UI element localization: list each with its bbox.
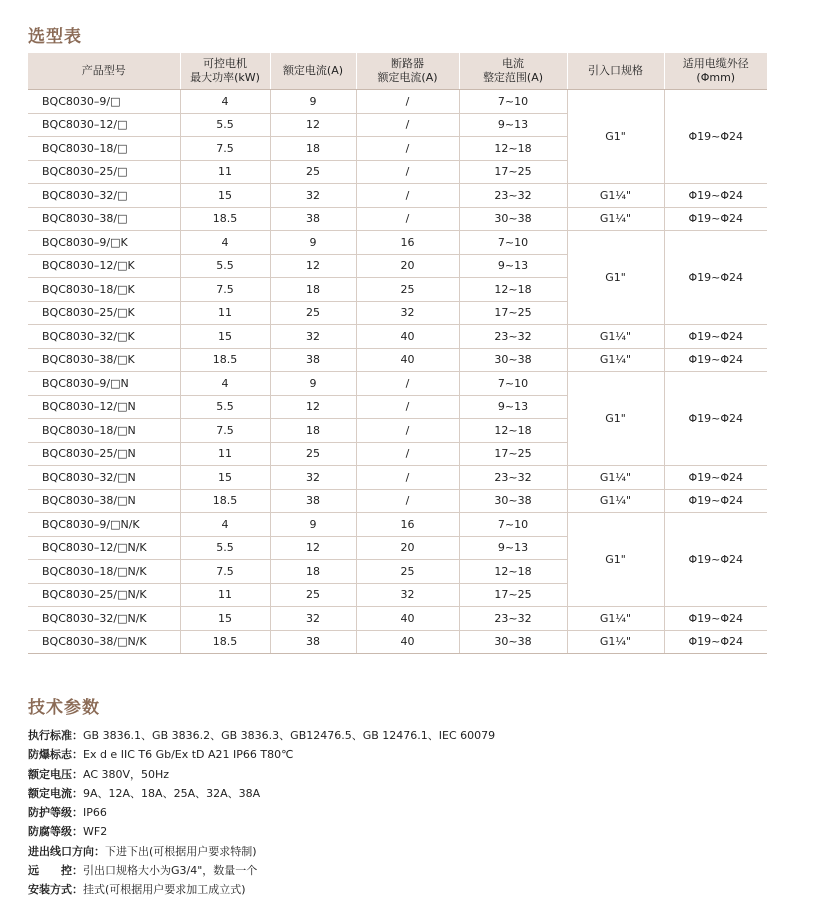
table-row [28, 348, 767, 372]
breaker-current-cell: / [356, 442, 459, 466]
power-cell: 15 [180, 325, 270, 349]
setting-range-cell: 7~10 [459, 372, 567, 396]
model-cell: BQC8030–18/□ [28, 137, 180, 161]
breaker-current-cell: 20 [356, 536, 459, 560]
selection-table-title: 选型表 [28, 27, 82, 47]
rated-current-cell: 18 [270, 419, 356, 443]
rated-current-cell: 18 [270, 278, 356, 302]
rated-current-cell: 38 [270, 207, 356, 231]
table-row [28, 231, 767, 255]
model-cell: BQC8030–9/□N/K [28, 513, 180, 537]
power-cell: 4 [180, 513, 270, 537]
power-cell: 5.5 [180, 395, 270, 419]
model-cell: BQC8030–32/□N/K [28, 607, 180, 631]
breaker-current-cell: 40 [356, 607, 459, 631]
header-breaker-current: 断路器 额定电流(A) [356, 53, 459, 90]
setting-range-cell: 17~25 [459, 583, 567, 607]
table-row [28, 466, 767, 490]
rated-current-cell: 32 [270, 607, 356, 631]
setting-range-cell: 23~32 [459, 184, 567, 208]
rated-current-cell: 9 [270, 372, 356, 396]
setting-range-cell: 17~25 [459, 301, 567, 325]
breaker-current-cell: 40 [356, 348, 459, 372]
cable-diameter-cell: Φ19~Φ24 [664, 348, 767, 372]
param-row [28, 765, 495, 784]
param-value: Ex d e IIC T6 Gb/Ex tD A21 IP66 T80℃ [83, 748, 294, 762]
param-value: AC 380V，50Hz [83, 767, 170, 781]
power-cell: 7.5 [180, 560, 270, 584]
setting-range-cell: 12~18 [459, 419, 567, 443]
inlet-spec-cell: G1" [567, 372, 664, 466]
cable-diameter-cell: Φ19~Φ24 [664, 466, 767, 490]
rated-current-cell: 38 [270, 630, 356, 654]
rated-current-cell: 9 [270, 513, 356, 537]
param-value: 引出口规格大小为G3/4"，数量一个 [83, 864, 258, 878]
model-cell: BQC8030–25/□K [28, 301, 180, 325]
rated-current-cell: 32 [270, 184, 356, 208]
setting-range-cell: 7~10 [459, 513, 567, 537]
header-model: 产品型号 [28, 53, 180, 90]
power-cell: 7.5 [180, 419, 270, 443]
model-cell: BQC8030–32/□N [28, 466, 180, 490]
power-cell: 18.5 [180, 630, 270, 654]
model-cell: BQC8030–38/□ [28, 207, 180, 231]
tech-params-title: 技术参数 [28, 698, 100, 718]
breaker-current-cell: / [356, 466, 459, 490]
setting-range-cell: 17~25 [459, 160, 567, 184]
breaker-current-cell: / [356, 489, 459, 513]
cable-diameter-cell: Φ19~Φ24 [664, 489, 767, 513]
power-cell: 11 [180, 301, 270, 325]
power-cell: 5.5 [180, 536, 270, 560]
model-cell: BQC8030–32/□K [28, 325, 180, 349]
breaker-current-cell: 32 [356, 301, 459, 325]
power-cell: 11 [180, 442, 270, 466]
breaker-current-cell: 32 [356, 583, 459, 607]
setting-range-cell: 9~13 [459, 536, 567, 560]
rated-current-cell: 38 [270, 348, 356, 372]
model-cell: BQC8030–9/□ [28, 90, 180, 114]
breaker-current-cell: / [356, 90, 459, 114]
model-cell: BQC8030–12/□K [28, 254, 180, 278]
inlet-spec-cell: G1¼" [567, 607, 664, 631]
power-cell: 11 [180, 583, 270, 607]
power-cell: 4 [180, 90, 270, 114]
model-cell: BQC8030–38/□K [28, 348, 180, 372]
cable-diameter-cell: Φ19~Φ24 [664, 372, 767, 466]
breaker-current-cell: 20 [356, 254, 459, 278]
param-row [28, 880, 495, 899]
param-value: WF2 [83, 825, 108, 839]
power-cell: 11 [180, 160, 270, 184]
cable-diameter-cell: Φ19~Φ24 [664, 207, 767, 231]
param-row [28, 822, 495, 841]
model-cell: BQC8030–9/□K [28, 231, 180, 255]
breaker-current-cell: / [356, 137, 459, 161]
breaker-current-cell: / [356, 419, 459, 443]
table-row [28, 489, 767, 513]
param-label: 进出线口方向： [28, 844, 105, 858]
model-cell: BQC8030–32/□ [28, 184, 180, 208]
power-cell: 15 [180, 184, 270, 208]
rated-current-cell: 38 [270, 489, 356, 513]
setting-range-cell: 30~38 [459, 489, 567, 513]
header-max-power: 可控电机 最大功率(kW) [180, 53, 270, 90]
model-cell: BQC8030–18/□K [28, 278, 180, 302]
power-cell: 18.5 [180, 489, 270, 513]
param-label: 执行标准： [28, 729, 83, 742]
cable-diameter-cell: Φ19~Φ24 [664, 325, 767, 349]
power-cell: 15 [180, 466, 270, 490]
rated-current-cell: 12 [270, 536, 356, 560]
table-row [28, 372, 767, 396]
power-cell: 7.5 [180, 278, 270, 302]
breaker-current-cell: / [356, 372, 459, 396]
inlet-spec-cell: G1¼" [567, 348, 664, 372]
param-row [28, 745, 495, 764]
model-cell: BQC8030–25/□N/K [28, 583, 180, 607]
inlet-spec-cell: G1¼" [567, 207, 664, 231]
model-cell: BQC8030–12/□N [28, 395, 180, 419]
param-value: IP66 [83, 806, 107, 820]
power-cell: 18.5 [180, 348, 270, 372]
rated-current-cell: 25 [270, 442, 356, 466]
setting-range-cell: 30~38 [459, 630, 567, 654]
header-inlet-spec: 引入口规格 [567, 53, 664, 90]
selection-table [28, 53, 767, 654]
tech-params-list [28, 726, 495, 900]
power-cell: 5.5 [180, 113, 270, 137]
rated-current-cell: 18 [270, 560, 356, 584]
rated-current-cell: 25 [270, 160, 356, 184]
cable-diameter-cell: Φ19~Φ24 [664, 184, 767, 208]
rated-current-cell: 25 [270, 583, 356, 607]
rated-current-cell: 25 [270, 301, 356, 325]
setting-range-cell: 7~10 [459, 231, 567, 255]
setting-range-cell: 7~10 [459, 90, 567, 114]
param-value: GB 3836.1、GB 3836.2、GB 3836.3、GB12476.5、GB 12476.1、IEC 60079 [83, 729, 496, 742]
setting-range-cell: 9~13 [459, 254, 567, 278]
cable-diameter-cell: Φ19~Φ24 [664, 231, 767, 325]
setting-range-cell: 23~32 [459, 466, 567, 490]
power-cell: 7.5 [180, 137, 270, 161]
param-value: 9A、12A、18A、25A、32A、38A [83, 786, 261, 800]
cable-diameter-cell: Φ19~Φ24 [664, 513, 767, 607]
setting-range-cell: 9~13 [459, 395, 567, 419]
model-cell: BQC8030–38/□N [28, 489, 180, 513]
model-cell: BQC8030–25/□ [28, 160, 180, 184]
inlet-spec-cell: G1¼" [567, 489, 664, 513]
model-cell: BQC8030–18/□N [28, 419, 180, 443]
param-label: 防爆标志： [28, 748, 83, 762]
table-row [28, 184, 767, 208]
setting-range-cell: 12~18 [459, 278, 567, 302]
param-value: 下进下出(可根据用户要求特制) [105, 844, 257, 858]
cable-diameter-cell: Φ19~Φ24 [664, 607, 767, 631]
param-row [28, 861, 495, 880]
inlet-spec-cell: G1¼" [567, 325, 664, 349]
header-rated-current: 额定电流(A) [270, 53, 356, 90]
model-cell: BQC8030–9/□N [28, 372, 180, 396]
breaker-current-cell: 16 [356, 513, 459, 537]
breaker-current-cell: 25 [356, 560, 459, 584]
setting-range-cell: 30~38 [459, 207, 567, 231]
param-label: 额定电压： [28, 767, 83, 781]
breaker-current-cell: 25 [356, 278, 459, 302]
power-cell: 5.5 [180, 254, 270, 278]
rated-current-cell: 32 [270, 325, 356, 349]
inlet-spec-cell: G1" [567, 513, 664, 607]
table-row [28, 630, 767, 654]
setting-range-cell: 12~18 [459, 560, 567, 584]
rated-current-cell: 18 [270, 137, 356, 161]
power-cell: 4 [180, 372, 270, 396]
setting-range-cell: 12~18 [459, 137, 567, 161]
model-cell: BQC8030–25/□N [28, 442, 180, 466]
param-row [28, 803, 495, 822]
power-cell: 4 [180, 231, 270, 255]
cable-diameter-cell: Φ19~Φ24 [664, 90, 767, 184]
rated-current-cell: 32 [270, 466, 356, 490]
table-row [28, 207, 767, 231]
param-label: 安装方式： [28, 883, 83, 897]
inlet-spec-cell: G1" [567, 90, 664, 184]
setting-range-cell: 30~38 [459, 348, 567, 372]
param-label: 防护等级： [28, 806, 83, 820]
param-row [28, 784, 495, 803]
param-label: 额定电流： [28, 786, 83, 800]
table-header-row [28, 53, 767, 90]
breaker-current-cell: / [356, 395, 459, 419]
breaker-current-cell: 40 [356, 325, 459, 349]
breaker-current-cell: / [356, 207, 459, 231]
param-label: 防腐等级： [28, 825, 83, 839]
inlet-spec-cell: G1¼" [567, 630, 664, 654]
param-row [28, 842, 495, 861]
table-row [28, 325, 767, 349]
param-label: 远 控： [28, 864, 83, 878]
model-cell: BQC8030–12/□ [28, 113, 180, 137]
inlet-spec-cell: G1¼" [567, 184, 664, 208]
breaker-current-cell: / [356, 184, 459, 208]
breaker-current-cell: 16 [356, 231, 459, 255]
table-row [28, 607, 767, 631]
cable-diameter-cell: Φ19~Φ24 [664, 630, 767, 654]
header-cable-diameter: 适用电缆外径 (Φmm) [664, 53, 767, 90]
breaker-current-cell: / [356, 160, 459, 184]
rated-current-cell: 12 [270, 254, 356, 278]
inlet-spec-cell: G1¼" [567, 466, 664, 490]
setting-range-cell: 23~32 [459, 325, 567, 349]
breaker-current-cell: / [356, 113, 459, 137]
rated-current-cell: 9 [270, 90, 356, 114]
setting-range-cell: 23~32 [459, 607, 567, 631]
param-row [28, 726, 495, 745]
rated-current-cell: 12 [270, 395, 356, 419]
table-row [28, 90, 767, 114]
header-setting-range: 电流 整定范围(A) [459, 53, 567, 90]
table-row [28, 513, 767, 537]
setting-range-cell: 9~13 [459, 113, 567, 137]
power-cell: 18.5 [180, 207, 270, 231]
rated-current-cell: 12 [270, 113, 356, 137]
inlet-spec-cell: G1" [567, 231, 664, 325]
setting-range-cell: 17~25 [459, 442, 567, 466]
model-cell: BQC8030–12/□N/K [28, 536, 180, 560]
power-cell: 15 [180, 607, 270, 631]
breaker-current-cell: 40 [356, 630, 459, 654]
model-cell: BQC8030–38/□N/K [28, 630, 180, 654]
model-cell: BQC8030–18/□N/K [28, 560, 180, 584]
rated-current-cell: 9 [270, 231, 356, 255]
param-value: 挂式(可根据用户要求加工成立式) [83, 883, 246, 897]
